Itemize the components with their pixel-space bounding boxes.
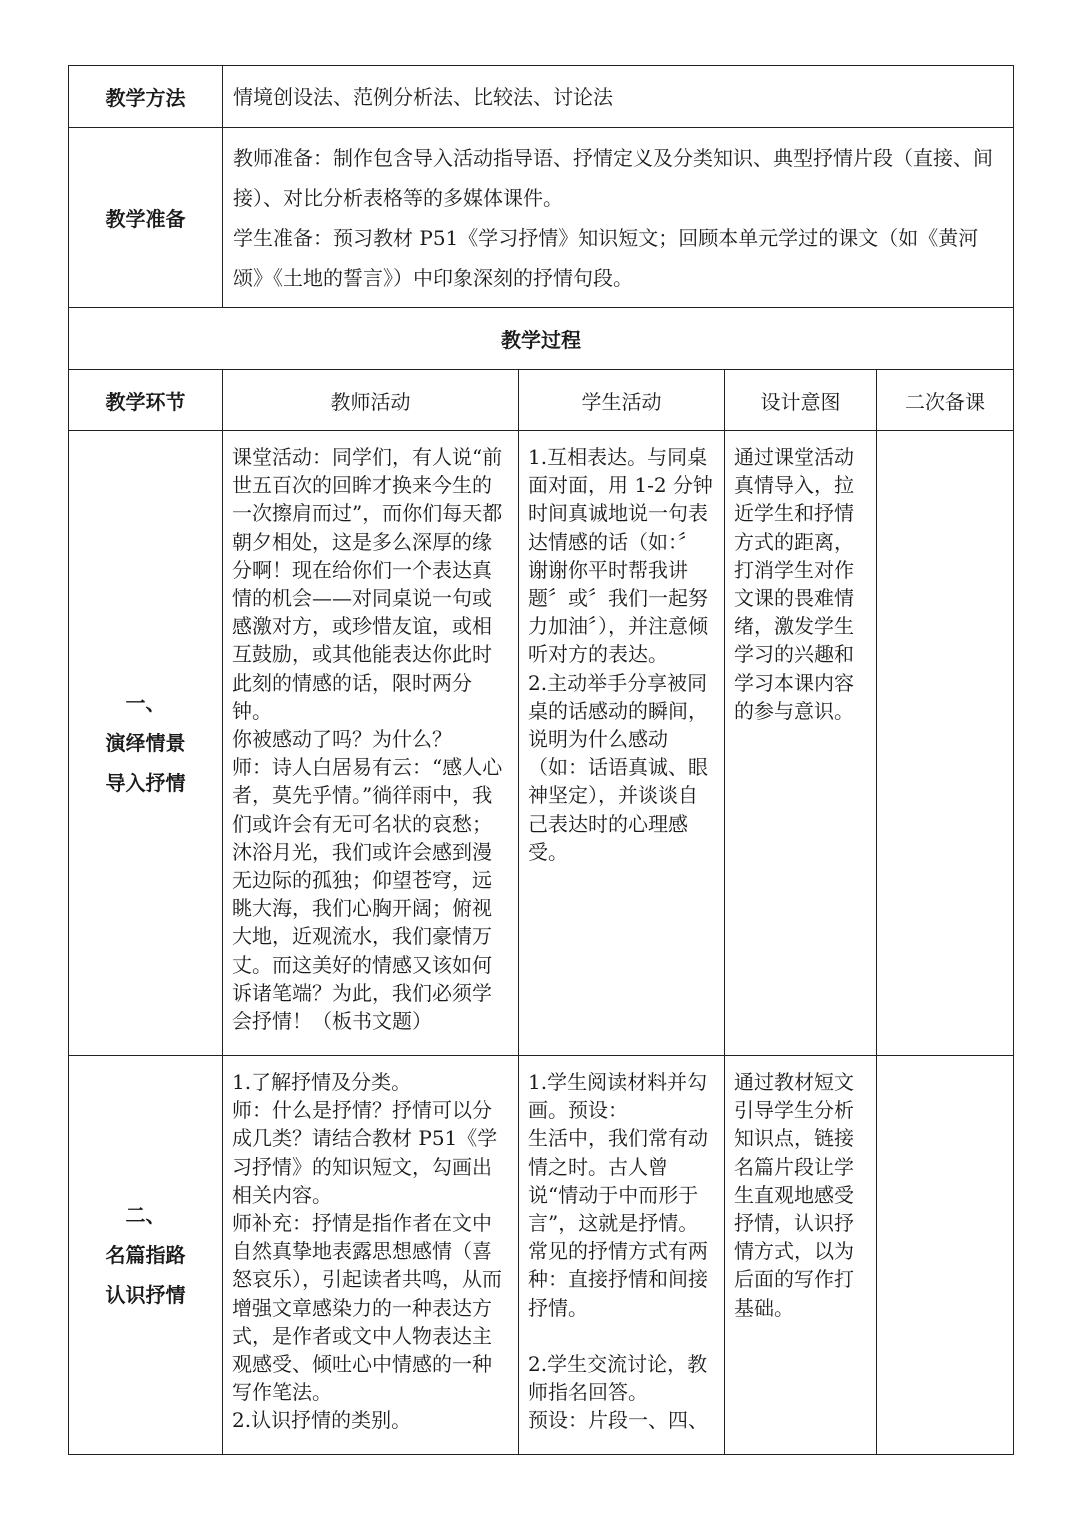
section-row-2	[69, 1056, 1014, 1455]
header-teacher-activity: 教师活动	[223, 370, 519, 431]
section-1-teacher-para-2: 你被感动了吗？为什么？	[232, 727, 452, 752]
preparation-row	[69, 128, 1014, 308]
lesson-plan-table	[68, 65, 1014, 1455]
section-2-title-line2: 认识抒情	[105, 1283, 186, 1307]
process-title: 教学过程	[69, 308, 1014, 370]
preparation-label: 教学准备	[69, 128, 223, 308]
section-2-intent-text: 通过教材短文引导学生分析知识点，链接名篇片段让学生直观地感受抒情，认识抒情方式，以为后面的写作打基础。	[734, 1070, 854, 1320]
header-design-intent: 设计意图	[725, 370, 877, 431]
section-2-student-para-3: 2.学生交流讨论，教师指名回答。	[528, 1351, 708, 1405]
section-1-teacher-para-3: 师：诗人白居易有云：“感人心者，莫先乎情。”徜徉雨中，我们或许会有无可名状的哀愁；沐浴月光，我们或许会感到漫无边际的孤独；仰望苍穹，远眺大海，我们心胸开阔；俯视大地，近观流水，我们豪情万丈。而这美好的情感又该如何诉诸笔端？为此，我们必须学会抒情！（板书文题）	[232, 755, 503, 1034]
section-1-intent-text: 通过课堂活动真情导入，拉近学生和抒情方式的距离，打消学生对作文课的畏难情绪，激发学生学习的兴趣和学习本课内容的参与意识。	[734, 445, 854, 723]
section-2-design-intent	[725, 1056, 877, 1455]
section-1-title-line1: 演绎情景	[105, 731, 186, 755]
section-1-design-intent	[725, 431, 877, 1056]
section-2-teacher-para-4: 2.认识抒情的类别。	[232, 1408, 412, 1433]
section-2-student-para-4: 预设：片段一、四、	[528, 1408, 708, 1433]
section-1-student-activity	[519, 431, 725, 1056]
section-2-student-activity	[519, 1056, 725, 1455]
section-1-revision	[877, 431, 1014, 1056]
section-1-number: 一、	[125, 691, 166, 715]
section-2-name	[69, 1056, 223, 1455]
method-label: 教学方法	[69, 66, 223, 128]
header-student-activity: 学生活动	[519, 370, 725, 431]
section-1-student-para-1: 1.互相表达。与同桌面对面，用 1-2 分钟时间真诚地说一句表达情感的话（如：〞谢谢你平时帮我讲题〞或〞我们一起努力加油〞），并注意倾听对方的表达。	[528, 445, 713, 667]
process-title-row	[69, 308, 1014, 370]
section-2-student-para-2: 生活中，我们常有动情之时。古人曾说“情动于中而形于言”，这就是抒情。常见的抒情方式有两种：直接抒情和间接抒情。	[528, 1126, 708, 1320]
section-2-revision	[877, 1056, 1014, 1455]
section-1-title-line2: 导入抒情	[105, 771, 186, 795]
section-row-1	[69, 431, 1014, 1056]
section-2-number: 二、	[125, 1203, 166, 1227]
column-header-row	[69, 370, 1014, 431]
section-2-teacher-para-1: 1.了解抒情及分类。	[232, 1070, 412, 1094]
method-value: 情境创设法、范例分析法、比较法、讨论法	[223, 66, 1014, 128]
section-1-teacher-activity	[223, 431, 519, 1056]
section-2-teacher-para-3: 师补充：抒情是指作者在文中自然真挚地表露思想感情（喜怒哀乐），引起读者共鸣，从而增强文章感染力的一种表达方式，是作者或文中人物表达主观感受、倾吐心中情感的一种写作笔法。	[232, 1211, 502, 1405]
section-1-teacher-para-1: 课堂活动：同学们，有人说“前世五百次的回眸才换来今生的一次擦肩而过”，而你们每天都朝夕相处，这是多么深厚的缘分啊！现在给你们一个表达真情的机会——对同桌说一句或感激对方，或珍惜友谊，或相互鼓励，或其他能表达你此时此刻的情感的话，限时两分钟。	[232, 445, 503, 723]
teacher-preparation: 教师准备：制作包含导入活动指导语、抒情定义及分类知识、典型抒情片段（直接、间接）、对比分析表格等的多媒体课件。	[233, 145, 993, 210]
section-2-student-para-1: 1.学生阅读材料并勾画。预设：	[528, 1070, 708, 1123]
header-stage: 教学环节	[69, 370, 223, 431]
student-preparation: 学生准备：预习教材 P51《学习抒情》知识短文；回顾本单元学过的课文（如《黄河颂》《土地的誓言》）中印象深刻的抒情句段。	[233, 225, 979, 290]
preparation-content	[223, 128, 1014, 308]
header-revision: 二次备课	[877, 370, 1014, 431]
paragraph-gap	[528, 1322, 715, 1350]
method-row	[69, 66, 1014, 128]
section-2-teacher-activity	[223, 1056, 519, 1455]
section-1-name	[69, 431, 223, 1056]
section-1-student-para-2: 2.主动举手分享被同桌的话感动的瞬间，说明为什么感动（如：话语真诚、眼神坚定），并谈谈自己表达时的心理感受。	[528, 670, 708, 864]
section-2-teacher-para-2: 师：什么是抒情？抒情可以分成几类？请结合教材 P51《学习抒情》的知识短文，勾画出相关内容。	[232, 1098, 498, 1207]
section-2-title-line1: 名篇指路	[105, 1243, 186, 1267]
